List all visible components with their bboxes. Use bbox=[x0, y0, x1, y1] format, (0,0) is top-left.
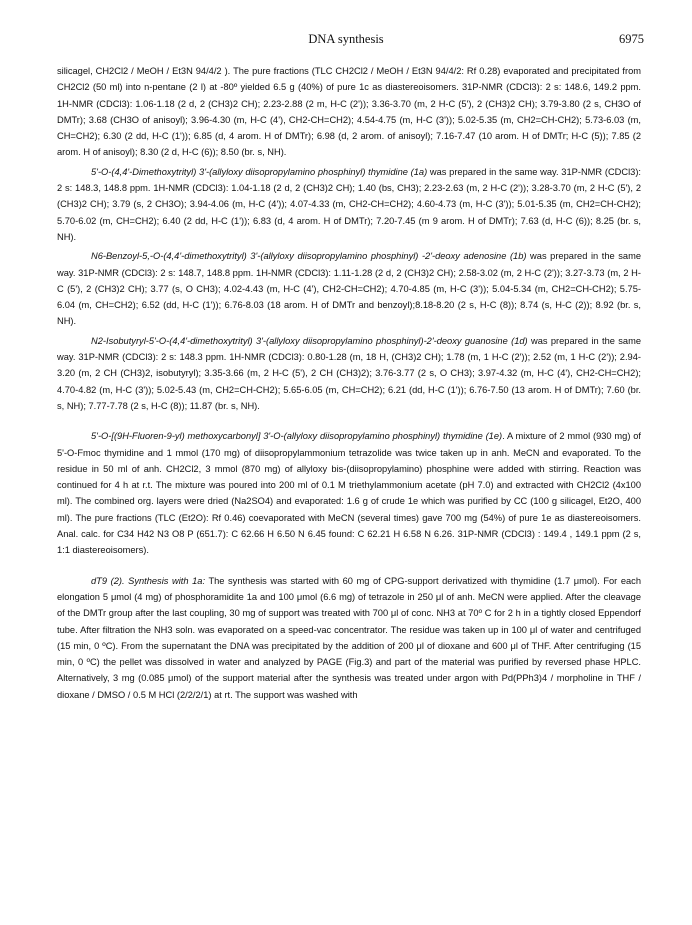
paragraph-text: . A mixture of 2 mmol (930 mg) of 5'-O-Fmoc thymidine and 1 mmol (170 mg) of diisopropylammonium tetrazolide was twice taken up in anh. MeCN and evaporated. To the residue in 50 ml of anh. CH2Cl2, 3 mmol (870 mg) of allyloxy bis-(diisopropylamino) phosphine were added with stirring. Reaction was continued for 4 h at r.t. The mixture was poured into 200 ml of 0.1 M triethylammonium acetate (pH 7.0) and extracted with CH2Cl2 (4x100 ml). The combined org. layers were dried (Na2SO4) and evaporated: 1.6 g of crude 1e which was purified by CC (100 g silicagel, Et2O, 400 ml). The pure fractions (TLC (Et2O): Rf 0.46) coevaporated with MeCN (several times) gave 700 mg (54%) of pure 1e as diastereoisomers. Anal. calc. for C34 H42 N3 O8 P (651.7): C 62.66 H 6.50 N 6.45 found: C 62.21 H 6.58 N 6.26. 31P-NMR (CDCl3) : 149.4 , 149.1 ppm (2 s, 1:1 diastereoisomers). bbox=[57, 431, 641, 556]
paragraph-text: The synthesis was started with 60 mg of CPG-support derivatized with thymidine (1.7 μmol). For each elongation 5 μmol (4 mg) of phosphoramidite 1a and 100 μmol (6.6 mg) of tetrazole in 250 μl of anh. MeCN were applied. After the cleavage of the DMTr group after the last coupling, 30 mg of support was treated with 700 μl of conc. NH3 at 70º C for 2 h in a tightly closed Eppendorf tube. After filtration the NH3 soln. was evaporated on a speed-vac concentrator. The residue was taken up in 100 μl of water and centrifuged (15 min, 0 ºC). From the supernatant the DNA was precipitated by the addition of 200 μl of dioxane and 600 μl of THF. After centrifuging (15 min, 0 ºC) the pellet was dissolved in water and analyzed by PAGE (Fig.3) and part of the material was purified by reversed phase HPLC. Alternatively, 3 mg (0.085 μmol) of the support material after the synthesis was treated under argon with Pd(PPh3)4 / morpholine in THF / dioxane / DMSO / 0.5 M HCl (2/2/2/1) at rt. The support was washed with bbox=[57, 575, 641, 700]
body-text bbox=[57, 63, 641, 703]
compound-title: N6-Benzoyl-5,-O-(4,4'-dimethoxytrityl) 3'-(allyloxy diisopropylamino phosphinyl) -2'-deoxy adenosine (1b) bbox=[91, 251, 527, 262]
paragraph-1c-characterization bbox=[57, 63, 641, 161]
section-title: dT9 (2). Synthesis with 1a: bbox=[91, 575, 206, 586]
paragraph-text: was prepared in the same way. 31P-NMR (CDCl3): 2 s: 148.7, 148.8 ppm. 1H-NMR (CDCl3): 1.11-1.28 (2 d, 2 (CH3)2 CH); 2.58-3.02 (m, 2 H-C (2')); 3.27-3.73 (m, 2 H-C (5'), 2 (CH3)2 CH); 3.77 (s, O CH3); 4.02-4.43 (m, H-C (4'), CH2-CH=CH2); 4.70-4.85 (m, H-C (3')); 5.04-5.34 (m, CH2=CH-CH2); 5.75-6.04 (m, CH=CH2); 6.52 (dd, H-C (1')); 6.76-8.03 (18 arom. H of DMTr and benzoyl);8.18-8.20 (2 s, H-C (8)); 8.74 (s, H-C (2)); 8.92 (br. s, NH). bbox=[57, 251, 641, 327]
paragraph-text: was prepared in the same way. 31P-NMR (CDCl3): 2 s: 148.3, 148.8 ppm. 1H-NMR (CDCl3): 1.04-1.18 (2 d, 2 (CH3)2 CH); 1.40 (bs, CH3); 2.23-2.63 (m, 2 H-C (2')); 3.28-3.70 (m, 2 H-C (5'), 2 (CH3)2 CH); 3.79 (s, 2 CH3O); 3.94-4.06 (m, H-C (4')); 4.07-4.33 (m, CH2-CH=CH2); 4.60-4.73 (m, H-C (3')); 5.01-5.35 (m, CH2=CH-CH2); 5.70-6.02 (m, CH=CH2); 6.40 (2 dd, H-C (1')); 6.83 (d, 4 arom. H of DMTr); 7.20-7.45 (m 9 arom. H of DMTr); 7.63 (d, H-C (6)); 8.25 (br. s, NH). bbox=[57, 166, 641, 242]
paragraph-text: was prepared in the same way. 31P-NMR (CDCl3): 2 s: 148.3 ppm. 1H-NMR (CDCl3): 0.80-1.28 (m, 18 H, (CH3)2 CH); 1.78 (m, 1 H-C (2')); 2.52 (m, 1 H-C (2')); 2.94-3.20 (m, 2 CH (CH3)2, isobutyryl); 3.35-3.66 (m, 2 H-C (5'), 2 CH (CH3)2); 3.76-3.77 (2 s, O CH3); 3.97-4.32 (m, H-C (4'), CH2-CH=CH2); 4.70-4.82 (m, H-C (3')); 5.02-5.43 (m, CH2=CH-CH2); 5.65-6.05 (m, CH=CH2); 6.21 (dd, H-C (1')); 6.76-7.50 (13 arom. H of DMTr); 7.60 (br. s, NH); 7.77-7.78 (2 s, H-C (8)); 11.87 (br. s, NH). bbox=[57, 335, 642, 411]
running-title: DNA synthesis bbox=[308, 32, 384, 46]
paragraph-1a bbox=[57, 164, 641, 245]
paragraph-dt9-synthesis bbox=[57, 573, 641, 703]
page-header bbox=[0, 32, 692, 48]
page-number: 6975 bbox=[619, 32, 644, 46]
paragraph-1b bbox=[57, 248, 641, 329]
compound-title: 5'-O-(4,4'-Dimethoxytrityl) 3'-(allyloxy diisopropylamino phosphinyl) thymidine (1a) bbox=[91, 166, 428, 177]
paragraph-1d bbox=[57, 333, 641, 414]
paragraph-1e bbox=[57, 428, 641, 558]
paragraph-text: silicagel, CH2Cl2 / MeOH / Et3N 94/4/2 ). The pure fractions (TLC CH2Cl2 / MeOH / Et3N 94/4/2: Rf 0.28) evaporated and precipitated from CH2Cl2 (50 ml) into n-pentane (2 l) at -80º yielded 6.5 g (40%) of pure 1c as diastereoisomers. 31P-NMR (CDCl3): 2 s: 148.6, 149.2 ppm. 1H-NMR (CDCl3): 1.06-1.18 (2 d, 2 (CH3)2 CH); 2.23-2.88 (2 m, H-C (2')); 3.36-3.70 (m, 2 H-C (5'), 2 (CH3)2 CH); 3.79-3.80 (2 s, CH3O of DMTr); 3.68 (CH3O of anisoyl); 3.96-4.30 (m, H-C (4'), CH2-CH=CH2); 4.54-4.75 (m, H-C (3')); 5.02-5.35 (m, CH2=CH-CH2); 5.73-6.03 (m, CH=CH2); 6.30 (2 dd, H-C (1')); 6.85 (d, 4 arom. H of DMTr); 6.98 (d, 2 arom. of anisoyl); 7.16-7.47 (10 arom. H of DMTr; H-C (5)); 7.85 (2 arom. H of anisoyl); 8.30 (2 d, H-C (6)); 8.50 (br. s, NH). bbox=[57, 66, 641, 158]
compound-title: 5'-O-[(9H-Fluoren-9-yl) methoxycarbonyl] 3'-O-(allyloxy diisopropylamino phosphinyl) thymidine (1e) bbox=[91, 431, 503, 442]
compound-title: N2-Isobutyryl-5'-O-(4,4'-dimethoxytrityl) 3'-(allyloxy diisopropylamino phosphinyl)-2'-deoxy guanosine (1d) bbox=[91, 335, 528, 346]
